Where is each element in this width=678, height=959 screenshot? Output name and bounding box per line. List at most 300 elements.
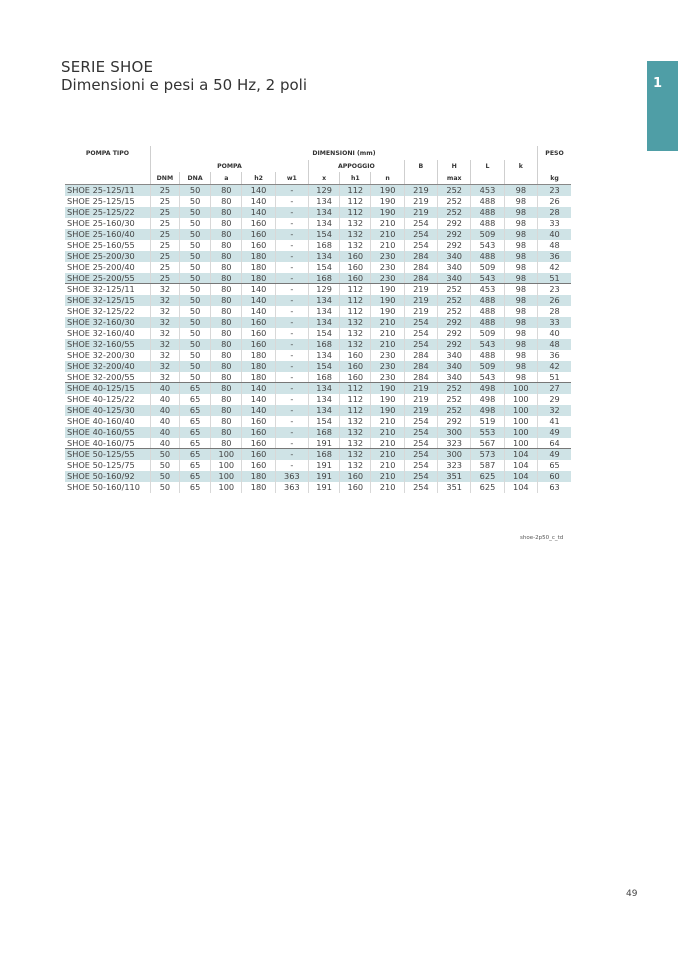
table-cell: 112 xyxy=(340,383,371,394)
table-cell: 340 xyxy=(438,361,471,372)
table-cell: 252 xyxy=(438,306,471,317)
table-cell: 625 xyxy=(471,482,504,493)
table-cell: 160 xyxy=(340,350,371,361)
table-cell: 80 xyxy=(211,438,242,449)
cell-pump-type: SHOE 25-125/11 xyxy=(65,185,150,196)
table-cell: 27 xyxy=(538,383,571,394)
table-cell: 98 xyxy=(504,284,537,295)
table-row xyxy=(65,350,571,361)
page-subtitle: Dimensioni e pesi a 50 Hz, 2 poli xyxy=(61,76,308,94)
table-cell: 140 xyxy=(242,284,275,295)
table-cell: 292 xyxy=(438,328,471,339)
table-cell: 543 xyxy=(471,240,504,251)
table-cell: 300 xyxy=(438,427,471,438)
table-cell: 50 xyxy=(179,273,210,284)
table-cell: 48 xyxy=(538,240,571,251)
table-cell: 100 xyxy=(211,471,242,482)
table-cell: 25 xyxy=(150,251,179,262)
table-cell: 40 xyxy=(538,328,571,339)
table-cell: 154 xyxy=(309,328,340,339)
table-cell: 100 xyxy=(211,482,242,493)
cell-pump-type: SHOE 25-200/30 xyxy=(65,251,150,262)
table-cell: 112 xyxy=(340,405,371,416)
table-cell: 50 xyxy=(179,218,210,229)
table-cell: 254 xyxy=(404,317,437,328)
table-cell: 230 xyxy=(371,262,404,273)
table-cell: 168 xyxy=(309,273,340,284)
table-cell: 112 xyxy=(340,284,371,295)
table-row xyxy=(65,317,571,328)
table-cell: 50 xyxy=(179,196,210,207)
table-cell: 129 xyxy=(309,284,340,295)
table-cell: - xyxy=(275,383,308,394)
table-cell: - xyxy=(275,251,308,262)
table-cell: 32 xyxy=(150,295,179,306)
table-cell: 132 xyxy=(340,240,371,251)
table-cell: 160 xyxy=(340,251,371,262)
table-row xyxy=(65,394,571,405)
header-k: k xyxy=(504,160,537,172)
table-cell: 573 xyxy=(471,449,504,460)
table-cell: 50 xyxy=(179,339,210,350)
header-a: a xyxy=(211,172,242,185)
header-peso: PESO xyxy=(538,146,571,160)
table-cell: 23 xyxy=(538,284,571,295)
table-row xyxy=(65,383,571,394)
header-blank xyxy=(65,172,150,185)
table-cell: - xyxy=(275,196,308,207)
table-cell: 509 xyxy=(471,361,504,372)
table-cell: 488 xyxy=(471,251,504,262)
table-cell: - xyxy=(275,273,308,284)
table-cell: 180 xyxy=(242,482,275,493)
table-cell: 190 xyxy=(371,394,404,405)
table-cell: 160 xyxy=(340,372,371,383)
header-row-3 xyxy=(65,172,571,185)
table-cell: 80 xyxy=(211,295,242,306)
table-cell: 230 xyxy=(371,273,404,284)
table-cell: 191 xyxy=(309,438,340,449)
table-cell: 168 xyxy=(309,427,340,438)
table-cell: - xyxy=(275,460,308,471)
cell-pump-type: SHOE 25-160/30 xyxy=(67,218,135,228)
table-cell: 292 xyxy=(438,229,471,240)
table-cell: 112 xyxy=(340,207,371,218)
table-cell: 32 xyxy=(538,405,571,416)
table-cell: 65 xyxy=(179,471,210,482)
table-cell: - xyxy=(275,229,308,240)
header-w1: w1 xyxy=(275,172,308,185)
cell-pump-type: SHOE 40-125/22 xyxy=(67,394,135,404)
table-cell: 351 xyxy=(438,482,471,493)
table-cell: 180 xyxy=(242,251,275,262)
table-cell: 50 xyxy=(179,328,210,339)
table-cell: 210 xyxy=(371,438,404,449)
table-cell: 230 xyxy=(371,251,404,262)
table-cell: 191 xyxy=(309,482,340,493)
table-row xyxy=(65,196,571,207)
table-cell: 587 xyxy=(471,460,504,471)
table-cell: 292 xyxy=(438,339,471,350)
table-cell: 36 xyxy=(538,251,571,262)
table-cell: 292 xyxy=(438,416,471,427)
table-cell: 160 xyxy=(340,361,371,372)
table-cell: 50 xyxy=(179,306,210,317)
table-cell: 498 xyxy=(471,383,504,394)
table-cell: - xyxy=(275,284,308,295)
table-row xyxy=(65,229,571,240)
cell-pump-type: SHOE 32-160/55 xyxy=(65,339,150,350)
table-cell: 190 xyxy=(371,405,404,416)
table-cell: 98 xyxy=(504,339,537,350)
table-cell: 80 xyxy=(211,372,242,383)
header-dna: DNA xyxy=(179,172,210,185)
table-cell: 254 xyxy=(404,482,437,493)
table-cell: 32 xyxy=(150,372,179,383)
table-cell: - xyxy=(275,350,308,361)
table-cell: 140 xyxy=(242,207,275,218)
header-row-1 xyxy=(65,146,571,160)
table-cell: 340 xyxy=(438,273,471,284)
table-cell: 134 xyxy=(309,306,340,317)
table-cell: 254 xyxy=(404,218,437,229)
table-cell: 40 xyxy=(150,383,179,394)
table-row xyxy=(65,471,571,482)
cell-pump-type: SHOE 32-200/55 xyxy=(65,372,150,383)
table-cell: 230 xyxy=(371,350,404,361)
table-cell: 160 xyxy=(242,240,275,251)
table-cell: 80 xyxy=(211,328,242,339)
table-cell: 80 xyxy=(211,251,242,262)
table-cell: 104 xyxy=(504,482,537,493)
table-cell: 553 xyxy=(471,427,504,438)
table-cell: 160 xyxy=(242,438,275,449)
header-dimensioni: DIMENSIONI (mm) xyxy=(150,146,537,160)
table-cell: 488 xyxy=(471,306,504,317)
table-cell: 340 xyxy=(438,350,471,361)
table-cell: 210 xyxy=(371,218,404,229)
table-cell: 254 xyxy=(404,427,437,438)
table-cell: 98 xyxy=(504,251,537,262)
header-dnm: DNM xyxy=(150,172,179,185)
table-cell: 64 xyxy=(538,438,571,449)
table-row xyxy=(65,295,571,306)
table-cell: 140 xyxy=(242,185,275,196)
table-cell: 190 xyxy=(371,284,404,295)
table-cell: 210 xyxy=(371,328,404,339)
table-cell: 80 xyxy=(211,350,242,361)
table-cell: 98 xyxy=(504,317,537,328)
table-cell: 180 xyxy=(242,471,275,482)
table-cell: 112 xyxy=(340,196,371,207)
table-cell: 252 xyxy=(438,207,471,218)
table-cell: 210 xyxy=(371,427,404,438)
cell-pump-type: SHOE 25-125/22 xyxy=(65,207,150,218)
table-cell: 180 xyxy=(242,350,275,361)
table-cell: 51 xyxy=(538,273,571,284)
table-cell: 160 xyxy=(242,416,275,427)
table-cell: 363 xyxy=(275,482,308,493)
table-cell: 48 xyxy=(538,339,571,350)
table-cell: 340 xyxy=(438,251,471,262)
table-cell: 26 xyxy=(538,295,571,306)
table-cell: 25 xyxy=(150,240,179,251)
table-cell: 132 xyxy=(340,449,371,460)
table-cell: 219 xyxy=(404,295,437,306)
table-cell: 104 xyxy=(504,460,537,471)
table-cell: 65 xyxy=(179,394,210,405)
table-cell: 210 xyxy=(371,339,404,350)
table-cell: 98 xyxy=(504,196,537,207)
header-h1: h1 xyxy=(340,172,371,185)
page-number: 49 xyxy=(626,889,638,899)
table-cell: 254 xyxy=(404,416,437,427)
table-cell: 160 xyxy=(242,427,275,438)
table-cell: 284 xyxy=(404,251,437,262)
table-cell: 219 xyxy=(404,207,437,218)
table-cell: 509 xyxy=(471,328,504,339)
table-cell: 180 xyxy=(242,262,275,273)
table-cell: 98 xyxy=(504,350,537,361)
table-cell: 65 xyxy=(179,416,210,427)
table-cell: 543 xyxy=(471,273,504,284)
cell-pump-type: SHOE 40-125/15 xyxy=(65,383,150,394)
table-cell: 625 xyxy=(471,471,504,482)
section-tab xyxy=(647,61,678,151)
table-cell: 254 xyxy=(404,438,437,449)
header-h2: h2 xyxy=(242,172,275,185)
table-cell: 519 xyxy=(471,416,504,427)
table-cell: 50 xyxy=(179,240,210,251)
table-cell: 160 xyxy=(242,339,275,350)
table-cell: 284 xyxy=(404,372,437,383)
table-cell: 340 xyxy=(438,262,471,273)
table-cell: 284 xyxy=(404,262,437,273)
table-cell: 29 xyxy=(538,394,571,405)
table-cell: 80 xyxy=(211,361,242,372)
cell-pump-type: SHOE 32-200/30 xyxy=(67,350,135,360)
table-cell: 219 xyxy=(404,185,437,196)
cell-pump-type: SHOE 32-125/22 xyxy=(67,306,135,316)
table-cell: 98 xyxy=(504,185,537,196)
table-cell: 210 xyxy=(371,471,404,482)
table-cell: 300 xyxy=(438,449,471,460)
table-cell: 168 xyxy=(309,240,340,251)
header-blank xyxy=(404,172,437,185)
header-b: B xyxy=(404,160,437,172)
table-cell: - xyxy=(275,427,308,438)
table-cell: 50 xyxy=(179,229,210,240)
table-cell: 50 xyxy=(150,460,179,471)
table-cell: 351 xyxy=(438,471,471,482)
table-cell: - xyxy=(275,372,308,383)
table-cell: 254 xyxy=(404,471,437,482)
table-cell: 160 xyxy=(242,218,275,229)
table-cell: 252 xyxy=(438,196,471,207)
table-cell: 132 xyxy=(340,317,371,328)
table-cell: 498 xyxy=(471,394,504,405)
table-cell: 132 xyxy=(340,427,371,438)
table-cell: 42 xyxy=(538,361,571,372)
table-cell: 80 xyxy=(211,218,242,229)
table-cell: 154 xyxy=(309,416,340,427)
table-cell: 340 xyxy=(438,372,471,383)
cell-pump-type: SHOE 50-160/110 xyxy=(67,482,140,492)
table-cell: 40 xyxy=(150,438,179,449)
table-cell: 32 xyxy=(150,328,179,339)
table-cell: 40 xyxy=(150,394,179,405)
table-cell: 190 xyxy=(371,207,404,218)
table-cell: 98 xyxy=(504,207,537,218)
table-cell: 25 xyxy=(150,273,179,284)
table-cell: 160 xyxy=(340,471,371,482)
table-cell: 160 xyxy=(242,328,275,339)
table-cell: 42 xyxy=(538,262,571,273)
table-cell: 32 xyxy=(150,284,179,295)
table-cell: 98 xyxy=(504,218,537,229)
table-cell: 100 xyxy=(504,394,537,405)
table-cell: 98 xyxy=(504,240,537,251)
table-cell: 134 xyxy=(309,394,340,405)
table-cell: 191 xyxy=(309,460,340,471)
table-cell: - xyxy=(275,438,308,449)
table-cell: 50 xyxy=(179,185,210,196)
table-cell: 190 xyxy=(371,383,404,394)
table-cell: 210 xyxy=(371,240,404,251)
table-cell: 51 xyxy=(538,372,571,383)
table-cell: 50 xyxy=(179,372,210,383)
table-cell: 65 xyxy=(179,482,210,493)
table-cell: 488 xyxy=(471,207,504,218)
table-row xyxy=(65,328,571,339)
table-cell: - xyxy=(275,317,308,328)
table-cell: 219 xyxy=(404,394,437,405)
cell-pump-type: SHOE 25-200/40 xyxy=(67,262,135,272)
table-cell: 140 xyxy=(242,306,275,317)
table-cell: 80 xyxy=(211,240,242,251)
table-cell: - xyxy=(275,416,308,427)
table-cell: 65 xyxy=(179,449,210,460)
table-cell: - xyxy=(275,339,308,350)
table-cell: 180 xyxy=(242,273,275,284)
table-row xyxy=(65,284,571,295)
table-cell: 292 xyxy=(438,218,471,229)
table-cell: 112 xyxy=(340,394,371,405)
header-max: max xyxy=(438,172,471,185)
table-cell: 65 xyxy=(179,383,210,394)
header-pompa: POMPA xyxy=(150,160,308,172)
table-cell: 219 xyxy=(404,196,437,207)
table-cell: 60 xyxy=(538,471,571,482)
table-cell: - xyxy=(275,240,308,251)
table-cell: 98 xyxy=(504,306,537,317)
table-cell: 292 xyxy=(438,317,471,328)
table-cell: 134 xyxy=(309,317,340,328)
table-cell: 190 xyxy=(371,295,404,306)
table-row xyxy=(65,427,571,438)
table-cell: 453 xyxy=(471,284,504,295)
table-cell: 50 xyxy=(179,361,210,372)
table-cell: 80 xyxy=(211,394,242,405)
table-cell: 509 xyxy=(471,229,504,240)
table-cell: 25 xyxy=(150,207,179,218)
table-cell: 98 xyxy=(504,328,537,339)
table-cell: 32 xyxy=(150,306,179,317)
page-title: SERIE SHOE xyxy=(61,58,154,76)
table-cell: 80 xyxy=(211,416,242,427)
table-cell: - xyxy=(275,207,308,218)
table-cell: 132 xyxy=(340,438,371,449)
table-cell: 134 xyxy=(309,218,340,229)
table-cell: 50 xyxy=(150,449,179,460)
table-cell: 140 xyxy=(242,394,275,405)
table-cell: 80 xyxy=(211,273,242,284)
table-row xyxy=(65,460,571,471)
table-cell: 98 xyxy=(504,273,537,284)
table-cell: 49 xyxy=(538,449,571,460)
table-cell: 252 xyxy=(438,383,471,394)
table-cell: 154 xyxy=(309,229,340,240)
table-cell: 65 xyxy=(179,438,210,449)
table-cell: 252 xyxy=(438,405,471,416)
table-cell: 160 xyxy=(340,262,371,273)
table-cell: 132 xyxy=(340,460,371,471)
table-cell: 80 xyxy=(211,427,242,438)
table-cell: 49 xyxy=(538,427,571,438)
table-cell: 80 xyxy=(211,339,242,350)
table-cell: 190 xyxy=(371,196,404,207)
table-cell: 160 xyxy=(242,449,275,460)
header-blank xyxy=(538,160,571,172)
table-cell: 65 xyxy=(179,427,210,438)
table-cell: 168 xyxy=(309,372,340,383)
cell-pump-type: SHOE 32-200/40 xyxy=(65,361,150,372)
header-l: L xyxy=(471,160,504,172)
table-cell: 100 xyxy=(504,405,537,416)
table-cell: 154 xyxy=(309,262,340,273)
table-cell: 25 xyxy=(150,218,179,229)
table-cell: 36 xyxy=(538,350,571,361)
table-cell: 509 xyxy=(471,262,504,273)
table-cell: 132 xyxy=(340,229,371,240)
table-cell: 210 xyxy=(371,460,404,471)
table-row xyxy=(65,482,571,493)
table-cell: 254 xyxy=(404,460,437,471)
table-cell: - xyxy=(275,295,308,306)
cell-pump-type: SHOE 32-125/15 xyxy=(65,295,150,306)
table-cell: 210 xyxy=(371,317,404,328)
table-cell: 132 xyxy=(340,218,371,229)
table-cell: 40 xyxy=(150,416,179,427)
table-cell: 543 xyxy=(471,339,504,350)
table-cell: 134 xyxy=(309,350,340,361)
table-cell: 160 xyxy=(242,317,275,328)
table-cell: 134 xyxy=(309,405,340,416)
table-cell: 134 xyxy=(309,207,340,218)
table-cell: 134 xyxy=(309,251,340,262)
table-cell: 252 xyxy=(438,394,471,405)
table-row xyxy=(65,372,571,383)
table-cell: 254 xyxy=(404,339,437,350)
table-cell: 154 xyxy=(309,361,340,372)
table-cell: 25 xyxy=(150,262,179,273)
header-blank xyxy=(504,172,537,185)
table-cell: 100 xyxy=(211,449,242,460)
table-cell: 33 xyxy=(538,218,571,229)
cell-pump-type: SHOE 40-160/55 xyxy=(65,427,150,438)
cell-pump-type: SHOE 32-160/30 xyxy=(65,317,150,328)
table-cell: 33 xyxy=(538,317,571,328)
